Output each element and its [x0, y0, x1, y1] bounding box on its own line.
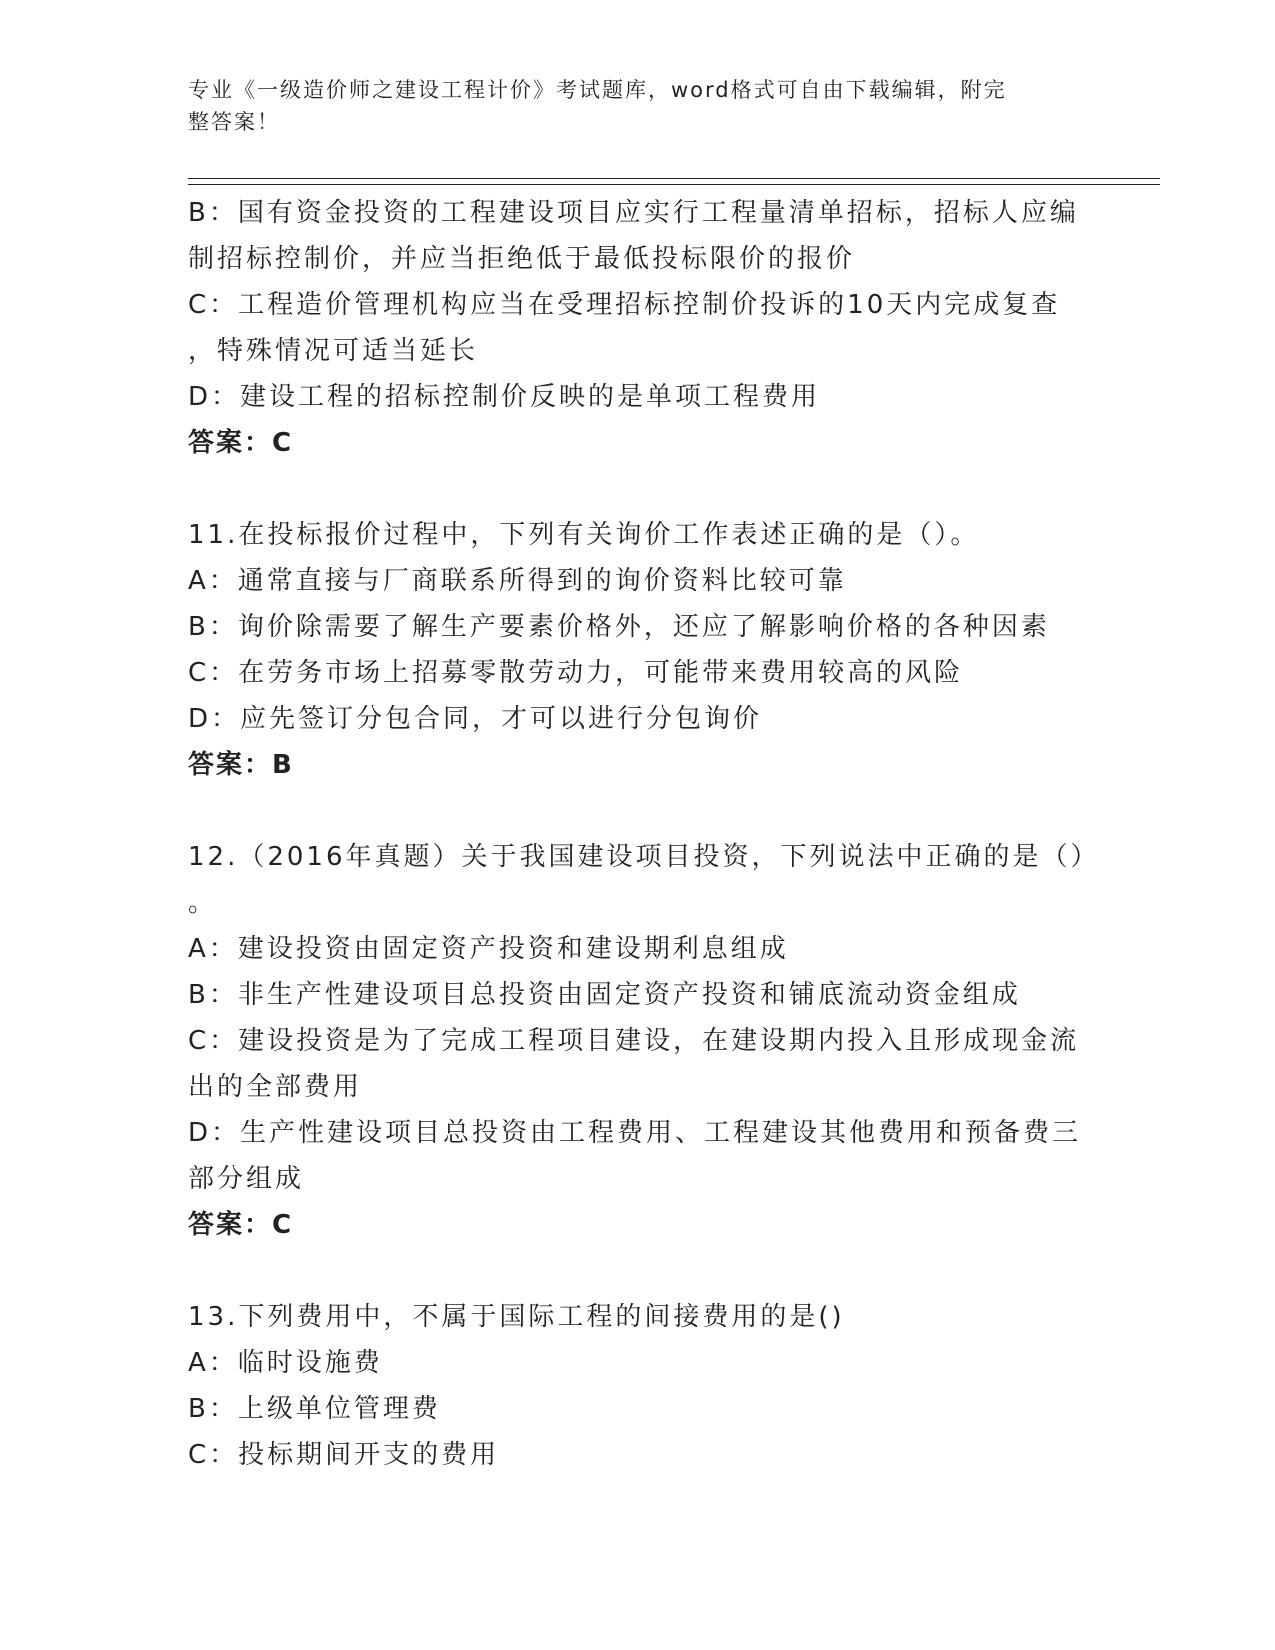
- option-c: C：投标期间开支的费用: [188, 1440, 500, 1470]
- question-12: [188, 834, 1100, 1248]
- option-c-continued: ，特殊情况可适当延长: [188, 336, 479, 366]
- spacer: [188, 788, 1088, 834]
- question-text-continued: 。: [188, 888, 218, 918]
- header-divider: [188, 178, 1160, 185]
- header-line: 整答案！: [188, 110, 280, 134]
- option-b: B：上级单位管理费: [188, 1394, 441, 1424]
- option-d: D：建设工程的招标控制价反映的是单项工程费用: [188, 382, 821, 412]
- option-b: B：国有资金投资的工程建设项目应实行工程量清单招标，招标人应编: [188, 198, 1079, 228]
- option-a: A：通常直接与厂商联系所得到的询价资料比较可靠: [188, 566, 847, 596]
- question-text: 13.下列费用中，不属于国际工程的间接费用的是(): [188, 1302, 845, 1332]
- document-header: [188, 74, 1068, 138]
- option-d: D：生产性建设项目总投资由工程费用、工程建设其他费用和预备费三: [188, 1118, 1082, 1148]
- option-c-continued: 出的全部费用: [188, 1072, 363, 1102]
- question-11: [188, 512, 1088, 788]
- question-text: 11.在投标报价过程中，下列有关询价工作表述正确的是（）。: [188, 520, 980, 550]
- option-b-continued: 制招标控制价，并应当拒绝低于最低投标限价的报价: [188, 244, 856, 274]
- question-list: [188, 190, 1100, 1478]
- answer: 答案：C: [188, 428, 294, 458]
- option-a: A：临时设施费: [188, 1348, 383, 1378]
- spacer: [188, 466, 1088, 512]
- header-line: 专业《一级造价师之建设工程计价》考试题库，word格式可自由下载编辑，附完: [188, 78, 1007, 102]
- option-d: D：应先签订分包合同，才可以进行分包询价: [188, 704, 763, 734]
- option-b: B：询价除需要了解生产要素价格外，还应了解影响价格的各种因素: [188, 612, 1050, 642]
- question-13: [188, 1294, 1088, 1478]
- option-d-continued: 部分组成: [188, 1164, 305, 1194]
- answer: 答案：C: [188, 1210, 294, 1240]
- option-a: A：建设投资由固定资产投资和建设期利息组成: [188, 934, 789, 964]
- answer: 答案：B: [188, 750, 294, 780]
- option-c: C：在劳务市场上招募零散劳动力，可能带来费用较高的风险: [188, 658, 964, 688]
- question-text: 12.（2016年真题）关于我国建设项目投资，下列说法中正确的是（）: [188, 842, 1100, 872]
- spacer: [188, 1248, 1088, 1294]
- option-c: C：建设投资是为了完成工程项目建设，在建设期内投入且形成现金流: [188, 1026, 1080, 1056]
- option-c: C：工程造价管理机构应当在受理招标控制价投诉的10天内完成复查: [188, 290, 1061, 320]
- question-10-continued: [188, 190, 1088, 466]
- option-b: B：非生产性建设项目总投资由固定资产投资和铺底流动资金组成: [188, 980, 1021, 1010]
